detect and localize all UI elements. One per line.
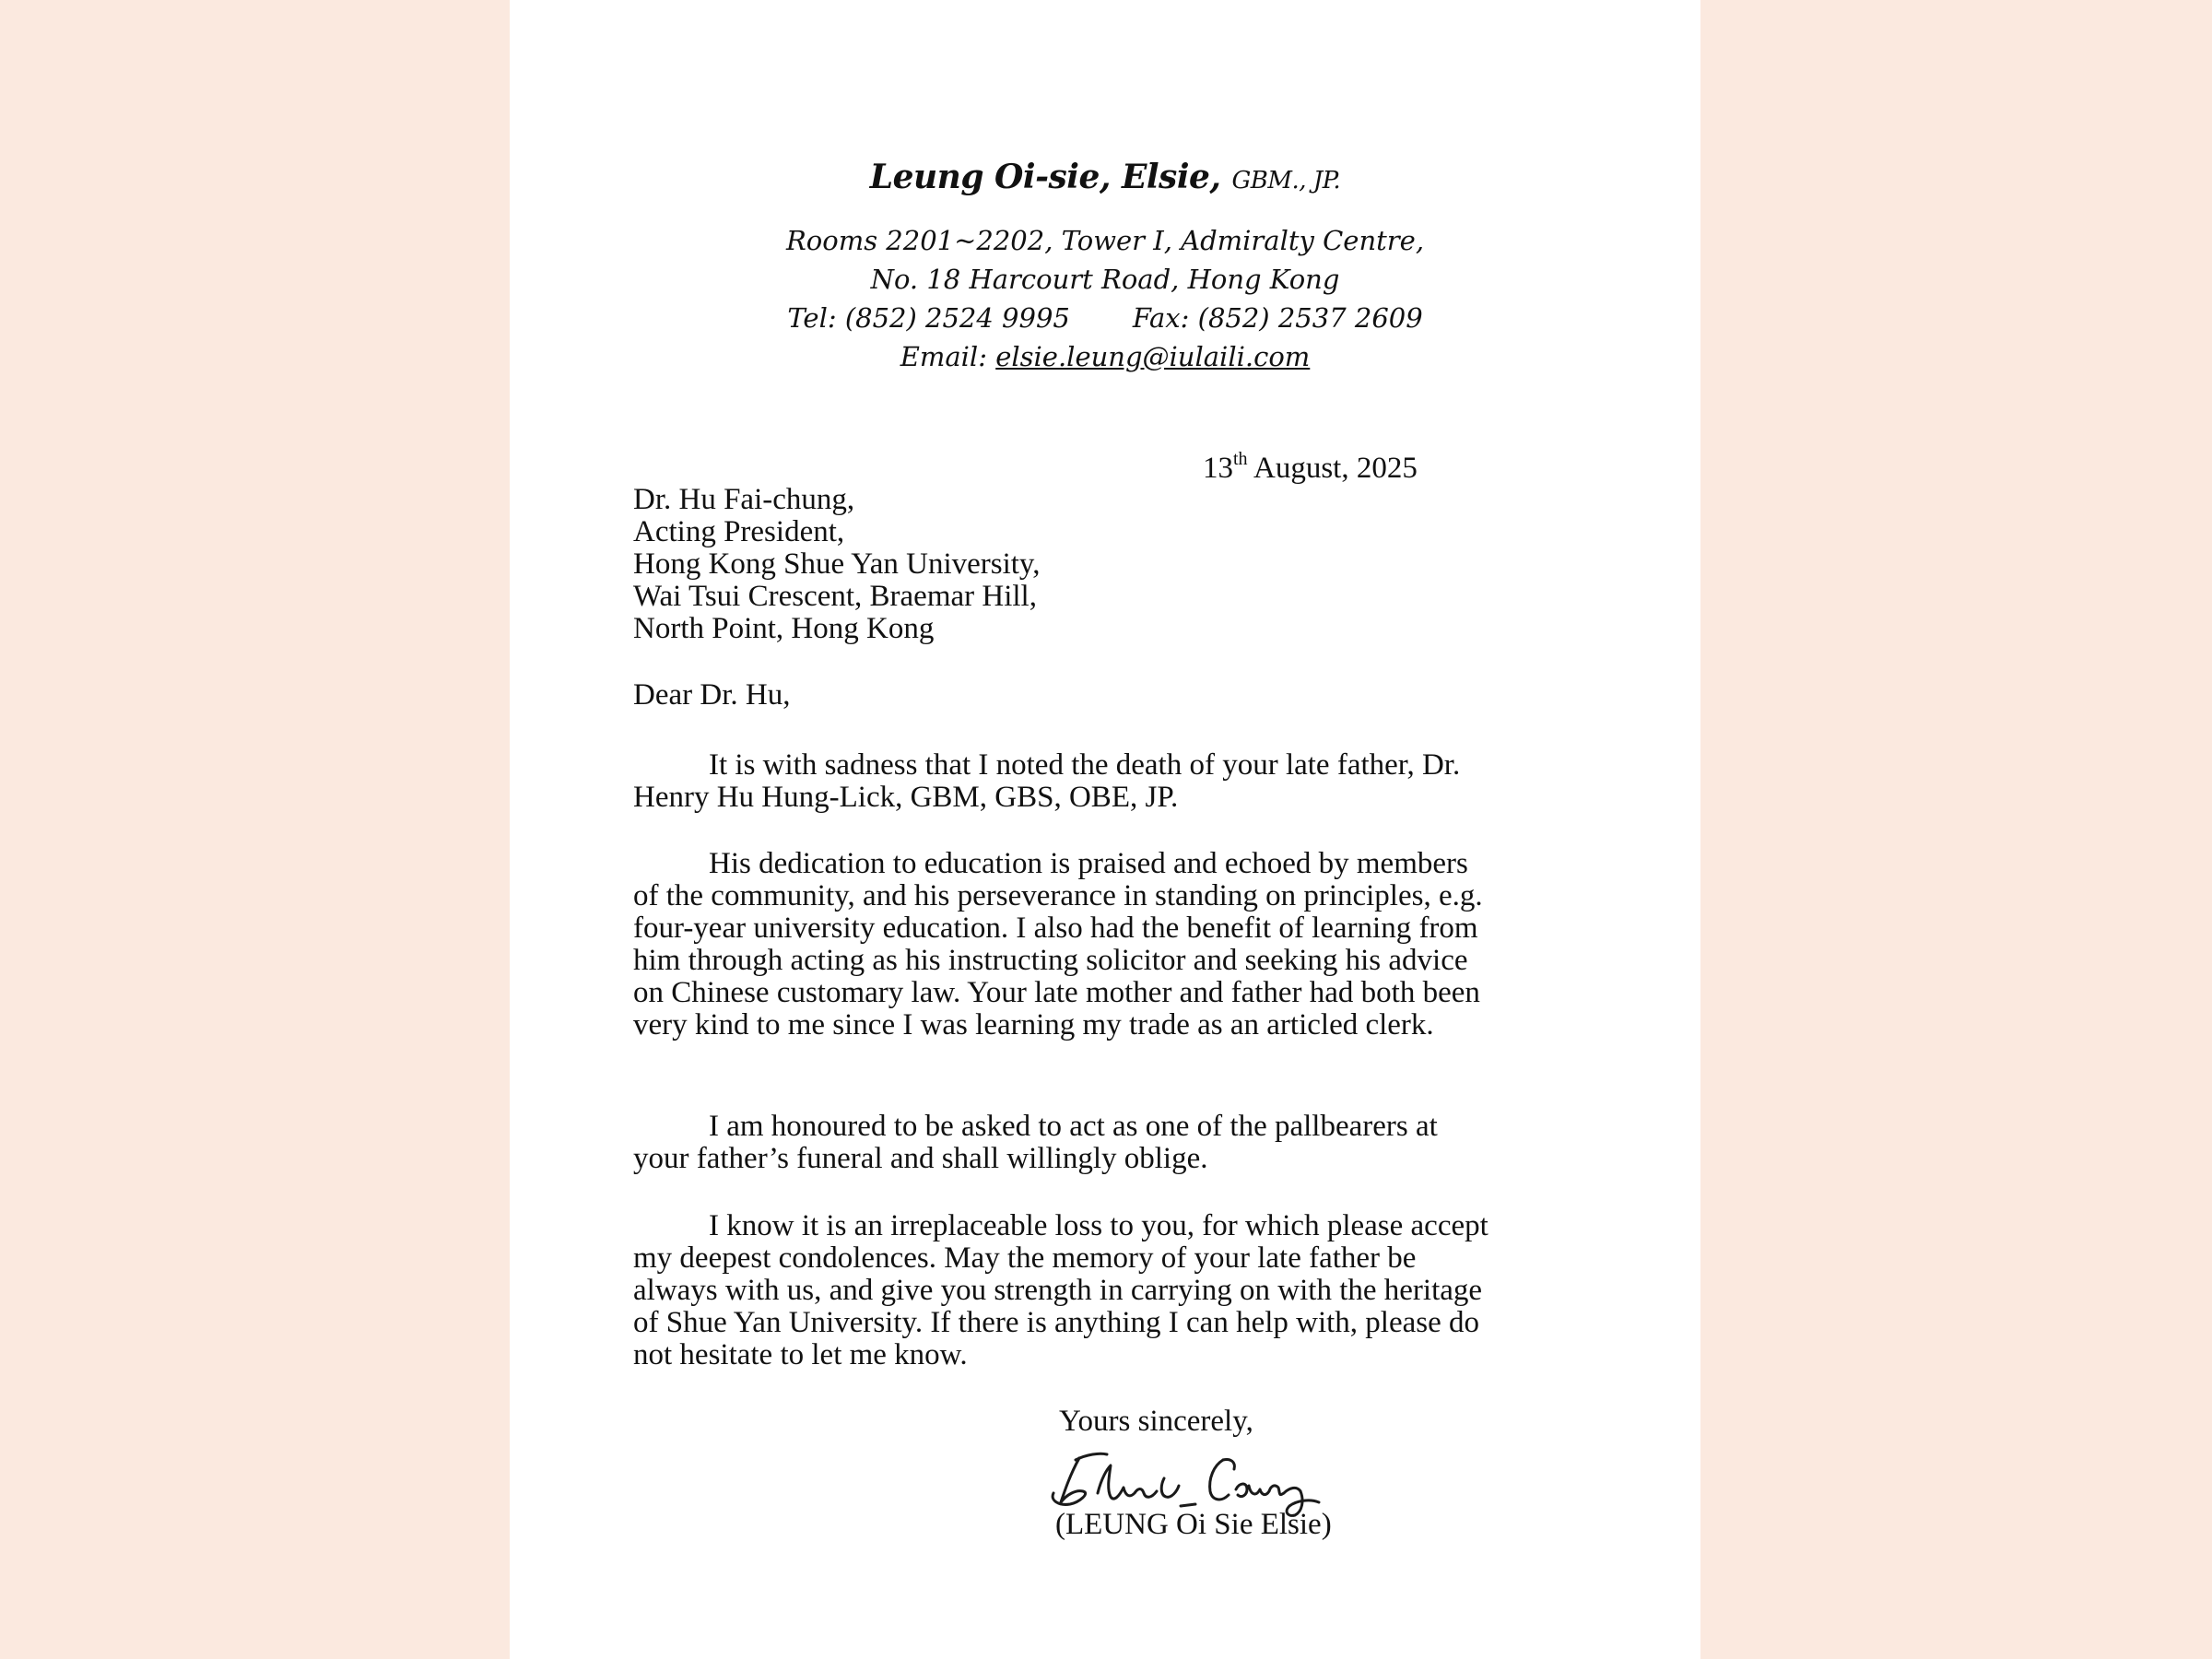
letterhead-address-line1: Rooms 2201~2202, Tower I, Admiralty Centre, [785,225,1425,256]
letterhead-tel: Tel: (852) 2524 9995 [787,302,1070,334]
recipient-line5: North Point, Hong Kong [633,612,935,645]
body-paragraph-4: I know it is an irreplaceable loss to you, for which please accept my deepest condolences. May the memory of your late father be always with us, and give you strength in carrying on with the heritage of Shue Yan University. If there is anything I can help with, please do not hesitate to let me know. [633,1209,1488,1371]
body-paragraph-1: It is with sadness that I noted the death of your late father, Dr. Henry Hu Hung-Lick, GBM, GBS, OBE, JP. [633,748,1461,814]
letterhead-address-line2: No. 18 Harcourt Road, Hong Kong [870,264,1340,295]
signatory-name: (LEUNG Oi Sie Elsie) [1055,1508,1332,1541]
body-paragraph-3: I am honoured to be asked to act as one of the pallbearers at your father’s funeral and shall willingly oblige. [633,1110,1438,1175]
letterhead-phone-fax [510,302,1700,334]
letter-date [1203,449,1418,486]
date-suffix: th [1233,449,1248,469]
recipient-line2: Acting President, [633,515,845,548]
letterhead-name [510,158,1700,196]
recipient-line1: Dr. Hu Fai-chung, [633,483,855,516]
date-day: 13 [1203,452,1233,485]
letterhead-fax: Fax: (852) 2537 2609 [1132,302,1423,334]
recipient-line4: Wai Tsui Crescent, Braemar Hill, [633,580,1037,613]
letterhead-name-text: Leung Oi-sie, Elsie, [869,158,1221,196]
letter-page [510,0,1700,1659]
closing: Yours sincerely, [1059,1405,1253,1438]
letterhead-email-label: Email: [900,341,987,372]
letterhead-postnominals: GBM., JP. [1231,167,1341,194]
recipient-line3: Hong Kong Shue Yan University, [633,547,1041,581]
letterhead-email-address[interactable]: elsie.leung@iulaili.com [995,341,1311,372]
salutation: Dear Dr. Hu, [633,678,791,712]
body-paragraph-2: His dedication to education is praised and echoed by members of the community, and his perseverance in standing on principles, e.g. four-year university education. I also had the benefit of learning from him through acting as his instructing solicitor and seeking his advice on Chinese customary law. Your late mother and father had both been very kind to me since I was learning my trade as an articled clerk. [633,847,1483,1041]
date-rest: August, 2025 [1253,452,1418,485]
letterhead-email [510,341,1700,372]
